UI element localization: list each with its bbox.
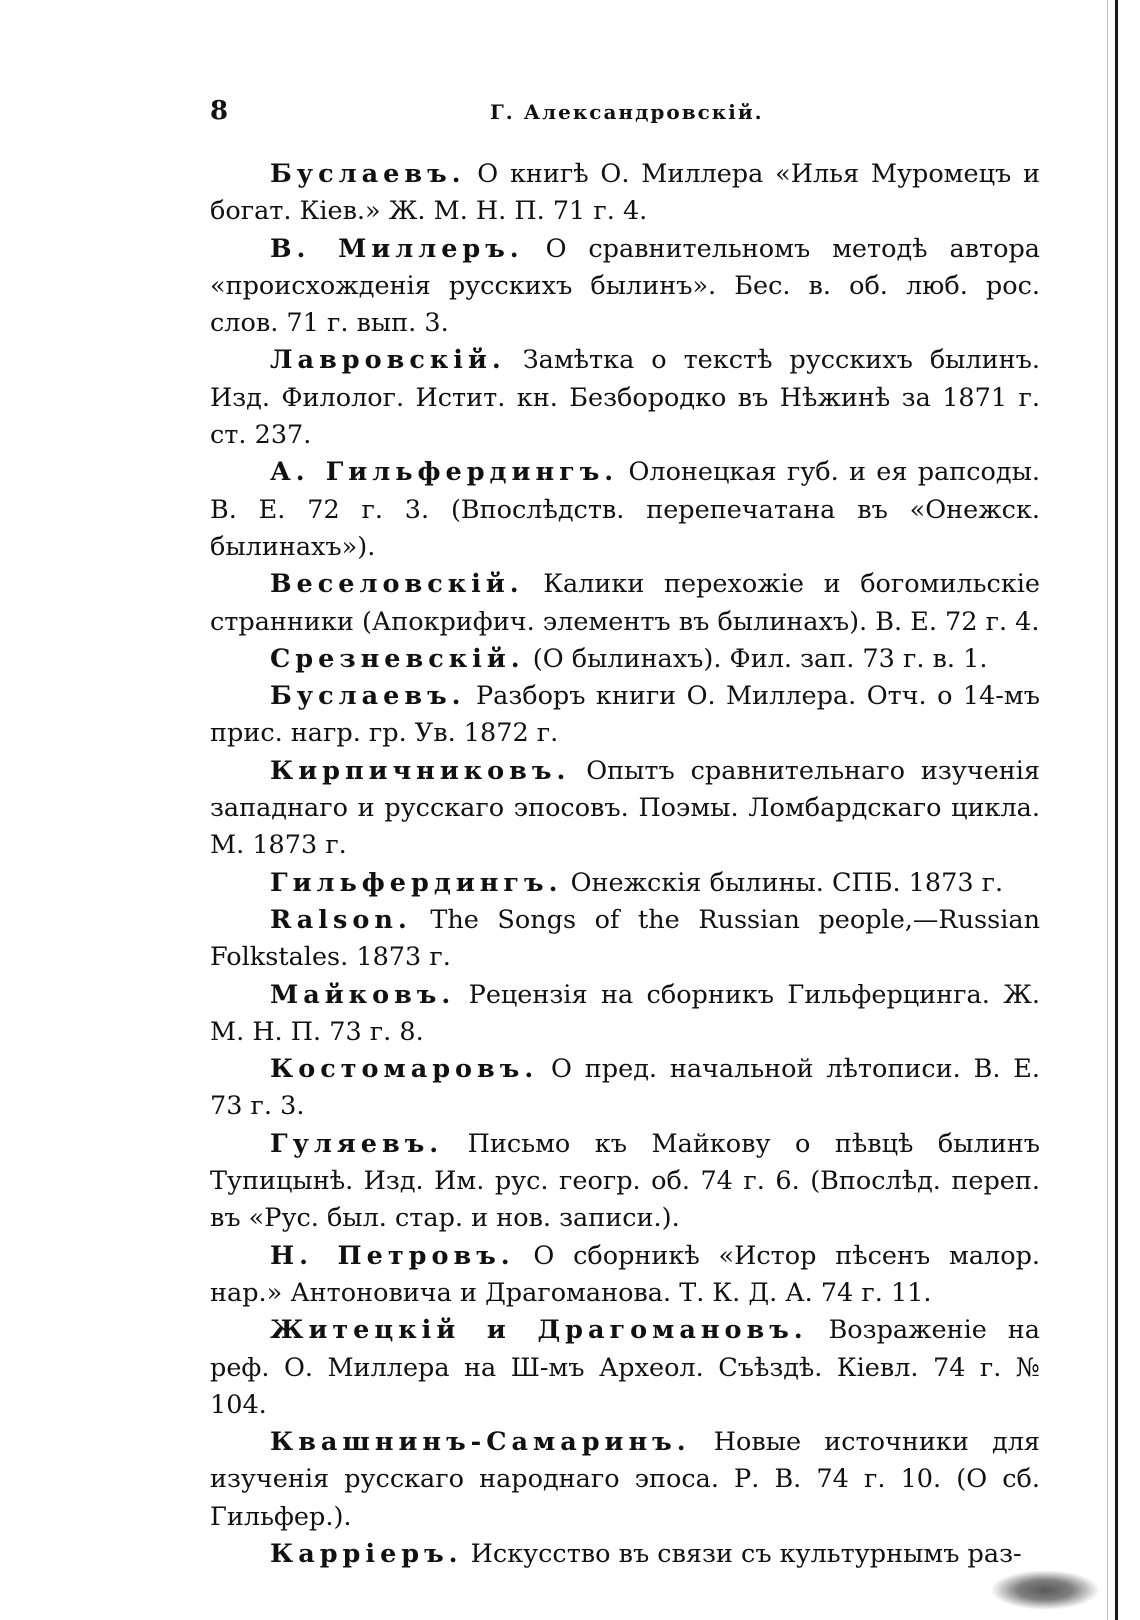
page-header [210,96,1040,132]
entry-author: Н. Петровъ. [270,1240,515,1271]
entry-author: Житецкій и Драгомановъ. [270,1315,808,1346]
entry-author: Квашнинъ-Самаринъ. [270,1427,691,1458]
entry-author: Майковъ. [270,979,456,1010]
entry-author: Буслаевъ. [270,159,466,189]
bibliography-entry [210,865,1040,902]
entry-author: Ralson. [270,904,412,935]
entry-text: Олонецкая губ. и ея рапсоды. В. Е. 72 г. 3. (Впослѣдств. перепечатана въ «Онежск. былинахъ»). [210,457,1041,562]
bibliography-entry [210,1424,1040,1536]
bibliography-entry [210,902,1040,977]
bibliography-entry [210,566,1040,641]
entry-text: (О былинахъ). Фил. зап. 73 г. в. 1. [524,643,988,674]
bibliography-entry [210,1536,1040,1573]
entry-author: В. Миллеръ. [270,233,524,264]
bibliography-entry [210,678,1040,753]
bibliography-entry [210,1238,1040,1313]
entry-text: Искусство въ связи съ культурнымъ раз- [462,1538,1022,1569]
entry-text: Замѣтка о текстѣ русскихъ былинъ. Изд. Филолог. Истит. кн. Безбородко въ Нѣжинѣ за 1871 г. ст. 237. [210,345,1040,451]
entry-author: Карріеръ. [270,1538,463,1569]
entry-text: The Songs of the Russian people,—Russian Folkstales. 1873 г. [210,904,1040,973]
entry-author: Гуляевъ. [270,1128,444,1159]
entry-text: О пред. начальной лѣтописи. В. Е. 73 г. 3. [210,1054,1040,1122]
bibliography-entry [210,1051,1040,1126]
entry-text: Новые источники для изученія русскаго народнаго эпоса. Р. В. 74 г. 10. (О сб. Гильфер.). [210,1427,1040,1532]
bibliography-text [210,156,1040,1573]
page-edge [1115,0,1118,1620]
page-edge-shadow [1107,0,1108,1620]
entry-author: Костомаровъ. [270,1054,539,1085]
bibliography-entry [210,1126,1040,1238]
entry-text: Калики перехожіе и богомильскіе странники (Апокрифич. элементъ въ былинахъ). В. Е. 72 г. 4. [210,569,1040,637]
entry-text: Опытъ сравнительнаго изученія западнаго и русскаго эпосовъ. Поэмы. Ломбардскаго цикла. М. 1873 г. [210,755,1040,861]
entry-text: Письмо къ Майкову о пѣвцѣ былинъ Тупицынѣ. Изд. Им. рус. геогр. об. 74 г. 6. (Впослѣд. переп. въ «Рус. был. стар. и нов. записи.). [210,1128,1040,1234]
ink-smudge [990,1570,1100,1610]
entry-text: О книгѣ О. Миллера «Илья Муромецъ и богат. Кіев.» Ж. М. Н. П. 71 г. 4. [210,159,1040,227]
bibliography-entry [210,753,1040,865]
entry-author: Кирпичниковъ. [270,755,571,786]
bibliography-entry [210,977,1040,1052]
entry-text: Онежскія былины. СПБ. 1873 г. [562,867,1004,898]
entry-text: Возраженіе на реф. О. Миллера на Ш-мъ Археол. Съѣздѣ. Кіевл. 74 г. № 104. [210,1315,1040,1420]
bibliography-entry [210,156,1040,231]
bibliography-entry [210,342,1040,454]
entry-text: Разборъ книги О. Миллера. Отч. о 14-мъ прис. нагр. гр. Ув. 1872 г. [210,681,1040,749]
entry-author: Веселовскій. [270,569,524,600]
bibliography-entry [210,1312,1040,1424]
bibliography-entry [210,231,1040,343]
bibliography-entry [210,641,1040,678]
entry-author: Срезневскій. [270,643,525,674]
entry-author: Гильфердингъ. [270,867,563,898]
entry-author: Буслаевъ. [270,681,466,712]
page-number: 8 [210,96,229,126]
running-head: Г. Александровскій. [490,100,764,124]
entry-text: Рецензія на сборникъ Гильферцинга. Ж. М. Н. П. 73 г. 8. [210,979,1040,1047]
bibliography-entry [210,454,1040,566]
entry-text: О сборникѣ «Истор пѣсенъ малор. нар.» Антоновича и Драгоманова. Т. К. Д. А. 74 г. 11. [210,1240,1041,1308]
entry-author: А. Гильфердингъ. [270,457,619,488]
entry-text: О сравнительномъ методѣ автора «происхожденія русскихъ былинъ». Бес. в. об. люб. рос. слов. 71 г. вып. 3. [210,233,1040,339]
entry-author: Лавровскій. [270,345,506,376]
